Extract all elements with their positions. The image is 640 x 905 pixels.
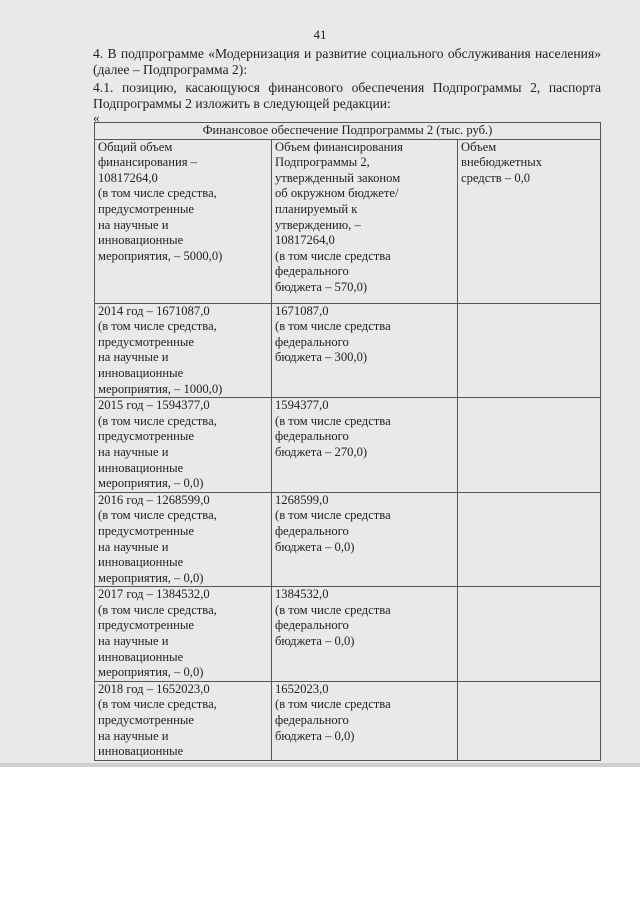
table-header: Финансовое обеспечение Подпрограммы 2 (тыс. руб.) <box>95 123 601 140</box>
page-edge <box>0 763 640 767</box>
table-row <box>95 681 601 760</box>
table-header-row <box>95 123 601 140</box>
table-cell-budget: 1268599,0 (в том числе средства федерального бюджета – 0,0) <box>272 492 458 587</box>
table-row <box>95 303 601 398</box>
table-cell-extrabudget <box>458 587 601 682</box>
paragraph-subprogram-intro: 4. В подпрограмме «Модернизация и развитие социального обслуживания населения» (далее – Подпрограмма 2): <box>93 46 601 77</box>
financing-table <box>94 122 601 761</box>
table-cell-extrabudget <box>458 681 601 760</box>
table-row <box>95 492 601 587</box>
page-number: 41 <box>313 27 327 42</box>
table-row <box>95 587 601 682</box>
table-cell-extrabudget <box>458 492 601 587</box>
paragraph-position-change: 4.1. позицию, касающуюся финансового обеспечения Подпрограммы 2, паспорта Подпрограммы 2 изложить в следующей редакции: <box>93 80 601 111</box>
table-row <box>95 139 601 303</box>
table-cell-budget: 1652023,0 (в том числе средства федерального бюджета – 0,0) <box>272 681 458 760</box>
table-cell-total: 2015 год – 1594377,0 (в том числе средства, предусмотренные на научные и инновационные мероприятия, – 0,0) <box>95 398 272 493</box>
table-cell-budget: 1671087,0 (в том числе средства федерального бюджета – 300,0) <box>272 303 458 398</box>
table-cell-budget: Объем финансирования Подпрограммы 2, утвержденный законом об окружном бюджете/ планируемый к утверждению, – 10817264,0 (в том числе средства федерального бюджета – 570,0) <box>272 139 458 303</box>
opening-quote: « <box>93 110 100 125</box>
table-cell-extrabudget <box>458 303 601 398</box>
table-cell-extrabudget <box>458 398 601 493</box>
table-cell-total: 2016 год – 1268599,0 (в том числе средства, предусмотренные на научные и инновационные мероприятия, – 0,0) <box>95 492 272 587</box>
table-cell-total: Общий объем финансирования – 10817264,0 (в том числе средства, предусмотренные на научные и инновационные мероприятия, – 5000,0) <box>95 139 272 303</box>
table-cell-total: 2018 год – 1652023,0 (в том числе средства, предусмотренные на научные и инновационные <box>95 681 272 760</box>
table-cell-budget: 1384532,0 (в том числе средства федерального бюджета – 0,0) <box>272 587 458 682</box>
table-cell-budget: 1594377,0 (в том числе средства федерального бюджета – 270,0) <box>272 398 458 493</box>
table-cell-extrabudget: Объем внебюджетных средств – 0,0 <box>458 139 601 303</box>
table-cell-total: 2014 год – 1671087,0 (в том числе средства, предусмотренные на научные и инновационные мероприятия, – 1000,0) <box>95 303 272 398</box>
table-row <box>95 398 601 493</box>
table-cell-total: 2017 год – 1384532,0 (в том числе средства, предусмотренные на научные и инновационные мероприятия, – 0,0) <box>95 587 272 682</box>
